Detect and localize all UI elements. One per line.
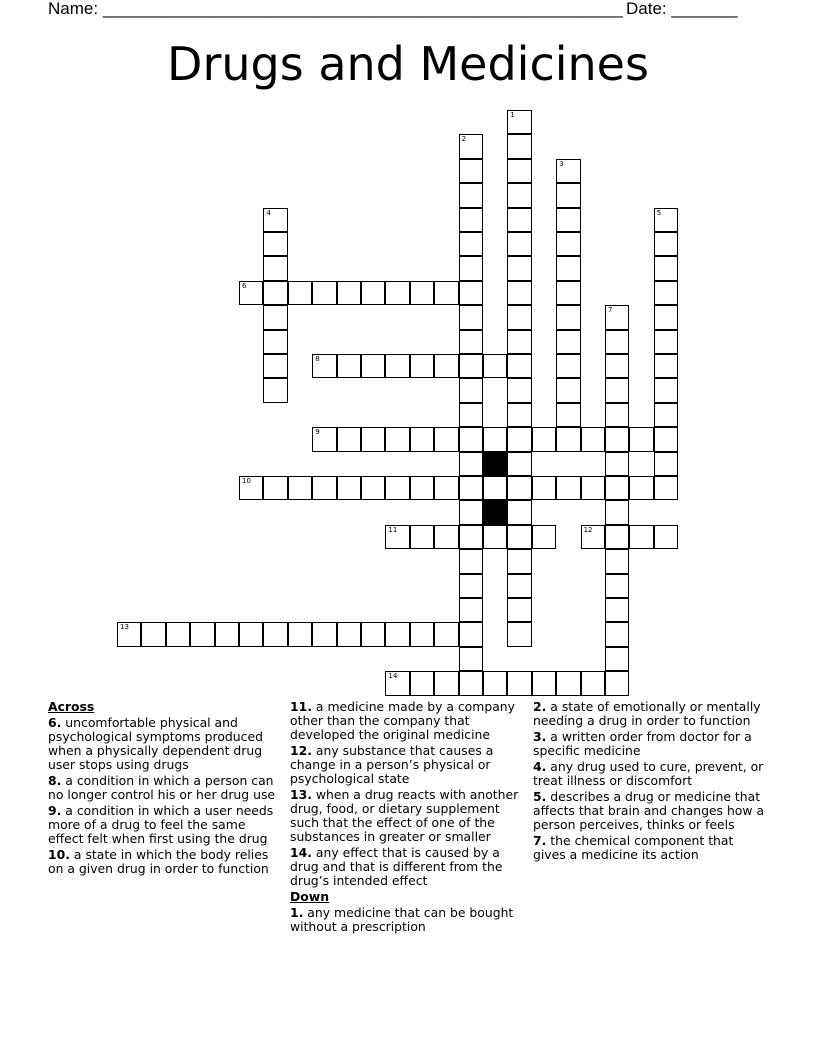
clue-number: 14: [388, 672, 398, 681]
grid-cell[interactable]: [239, 281, 263, 305]
grid-cell[interactable]: [532, 476, 556, 500]
grid-cell[interactable]: [434, 525, 458, 549]
grid-cell[interactable]: [556, 281, 580, 305]
grid-cell[interactable]: [385, 622, 409, 646]
grid-cell[interactable]: [605, 476, 629, 500]
grid-cell[interactable]: [459, 476, 483, 500]
grid-cell[interactable]: [337, 622, 361, 646]
grid-cell[interactable]: [312, 427, 336, 451]
grid-cell[interactable]: [629, 525, 653, 549]
grid-cell[interactable]: [507, 476, 531, 500]
grid-cell[interactable]: [483, 354, 507, 378]
grid-cell[interactable]: [654, 354, 678, 378]
grid-cell[interactable]: [654, 525, 678, 549]
grid-cell[interactable]: [337, 427, 361, 451]
grid-cell[interactable]: [483, 525, 507, 549]
grid-cell[interactable]: [361, 427, 385, 451]
grid-cell[interactable]: [459, 159, 483, 183]
grid-cell[interactable]: [410, 622, 434, 646]
grid-cell[interactable]: [459, 525, 483, 549]
date-field-label[interactable]: Date: _______: [626, 0, 738, 18]
grid-cell[interactable]: [459, 622, 483, 646]
grid-cell[interactable]: [654, 281, 678, 305]
grid-cell[interactable]: [556, 403, 580, 427]
down-clue: 5. describes a drug or medicine that affects that brain and changes how a person perceives, thinks or feels: [533, 789, 765, 832]
grid-cell[interactable]: [581, 671, 605, 695]
grid-cell[interactable]: [410, 476, 434, 500]
down-heading: Down: [290, 889, 330, 904]
grid-cell[interactable]: [385, 427, 409, 451]
clue-number: 4: [266, 208, 271, 217]
grid-cell[interactable]: [605, 549, 629, 573]
grid-cell[interactable]: [385, 525, 409, 549]
down-clue: 7. the chemical component that gives a medicine its action: [533, 833, 734, 862]
grid-cell[interactable]: [385, 476, 409, 500]
grid-cell[interactable]: [337, 281, 361, 305]
grid-cell[interactable]: [605, 647, 629, 671]
grid-cell[interactable]: [459, 134, 483, 158]
grid-cell[interactable]: [556, 427, 580, 451]
down-clue: 1. any medicine that can be bought without a prescription: [290, 905, 514, 934]
name-field-label[interactable]: Name: _______________________________________________________: [48, 0, 623, 18]
grid-cell[interactable]: [507, 256, 531, 280]
across-clue: 8. a condition in which a person can no longer control his or her drug use: [48, 773, 276, 802]
clue-column-3: [533, 700, 765, 864]
across-clue: 11. a medicine made by a company other than the company that developed the original medicine: [290, 699, 515, 742]
grid-cell[interactable]: [581, 476, 605, 500]
grid-cell[interactable]: [459, 549, 483, 573]
grid-cell[interactable]: [459, 183, 483, 207]
grid-cell[interactable]: [507, 281, 531, 305]
grid-cell[interactable]: [605, 574, 629, 598]
grid-block-cell: [483, 452, 507, 476]
grid-cell[interactable]: [605, 525, 629, 549]
grid-cell[interactable]: [507, 134, 531, 158]
grid-cell[interactable]: [654, 452, 678, 476]
page-title: Drugs and Medicines: [167, 37, 649, 91]
across-clue: 14. any effect that is caused by a drug and that is different from the drug’s intended effect: [290, 845, 503, 888]
grid-cell[interactable]: [459, 452, 483, 476]
grid-cell[interactable]: [434, 622, 458, 646]
grid-cell[interactable]: [117, 622, 141, 646]
across-clue: 13. when a drug reacts with another drug, food, or dietary supplement such that the effect of one of the substances in greater or smaller: [290, 787, 519, 844]
grid-cell[interactable]: [556, 208, 580, 232]
grid-cell[interactable]: [361, 476, 385, 500]
across-heading: Across: [48, 699, 95, 714]
grid-cell[interactable]: [605, 330, 629, 354]
grid-cell[interactable]: [654, 256, 678, 280]
grid-cell[interactable]: [605, 305, 629, 329]
grid-cell[interactable]: [483, 476, 507, 500]
grid-cell[interactable]: [410, 281, 434, 305]
grid-cell[interactable]: [507, 378, 531, 402]
grid-cell[interactable]: [263, 208, 287, 232]
grid-cell[interactable]: [459, 574, 483, 598]
grid-cell[interactable]: [605, 427, 629, 451]
grid-cell[interactable]: [532, 525, 556, 549]
grid-cell[interactable]: [654, 476, 678, 500]
grid-cell[interactable]: [263, 256, 287, 280]
grid-cell[interactable]: [654, 208, 678, 232]
grid-cell[interactable]: [654, 305, 678, 329]
grid-cell[interactable]: [434, 476, 458, 500]
grid-cell[interactable]: [288, 476, 312, 500]
grid-cell[interactable]: [556, 476, 580, 500]
grid-cell[interactable]: [581, 525, 605, 549]
grid-cell[interactable]: [507, 574, 531, 598]
grid-cell[interactable]: [459, 232, 483, 256]
grid-cell[interactable]: [263, 378, 287, 402]
grid-cell[interactable]: [459, 500, 483, 524]
grid-cell[interactable]: [459, 378, 483, 402]
clue-column-2: [290, 700, 522, 936]
grid-cell[interactable]: [263, 281, 287, 305]
grid-cell[interactable]: [556, 330, 580, 354]
grid-cell[interactable]: [361, 622, 385, 646]
grid-cell[interactable]: [239, 476, 263, 500]
grid-cell[interactable]: [410, 671, 434, 695]
clue-number: 2: [461, 135, 467, 144]
clue-number: 11: [388, 525, 398, 534]
grid-cell[interactable]: [556, 232, 580, 256]
grid-cell[interactable]: [215, 622, 239, 646]
grid-cell[interactable]: [507, 622, 531, 646]
grid-cell[interactable]: [434, 281, 458, 305]
grid-cell[interactable]: [556, 256, 580, 280]
grid-cell[interactable]: [434, 354, 458, 378]
grid-cell[interactable]: [337, 476, 361, 500]
grid-cell[interactable]: [605, 378, 629, 402]
grid-cell[interactable]: [654, 232, 678, 256]
grid-cell[interactable]: [263, 330, 287, 354]
grid-cell[interactable]: [507, 671, 531, 695]
grid-cell[interactable]: [312, 622, 336, 646]
grid-cell[interactable]: [556, 183, 580, 207]
grid-cell[interactable]: [312, 354, 336, 378]
grid-cell[interactable]: [605, 622, 629, 646]
clue-number: 3: [559, 159, 564, 168]
down-clue: 4. any drug used to cure, prevent, or treat illness or discomfort: [533, 759, 764, 788]
grid-cell[interactable]: [507, 305, 531, 329]
grid-cell[interactable]: [654, 427, 678, 451]
grid-cell[interactable]: [556, 159, 580, 183]
grid-cell[interactable]: [263, 232, 287, 256]
grid-cell[interactable]: [605, 500, 629, 524]
down-clue: 3. a written order from doctor for a specific medicine: [533, 729, 752, 758]
grid-cell[interactable]: [141, 622, 165, 646]
grid-cell[interactable]: [605, 403, 629, 427]
grid-cell[interactable]: [459, 427, 483, 451]
grid-cell[interactable]: [507, 549, 531, 573]
grid-cell[interactable]: [361, 281, 385, 305]
grid-cell[interactable]: [361, 354, 385, 378]
grid-cell[interactable]: [507, 354, 531, 378]
grid-cell[interactable]: [532, 427, 556, 451]
grid-cell[interactable]: [483, 671, 507, 695]
grid-cell[interactable]: [459, 647, 483, 671]
grid-cell[interactable]: [434, 671, 458, 695]
grid-cell[interactable]: [507, 525, 531, 549]
across-clue: 9. a condition in which a user needs more of a drug to feel the same effect felt when first using the drug: [48, 803, 274, 846]
grid-cell[interactable]: [507, 330, 531, 354]
grid-cell[interactable]: [459, 354, 483, 378]
grid-cell[interactable]: [166, 622, 190, 646]
grid-cell[interactable]: [385, 671, 409, 695]
grid-cell[interactable]: [654, 330, 678, 354]
grid-cell[interactable]: [459, 403, 483, 427]
clue-number: 8: [315, 355, 320, 363]
grid-cell[interactable]: [288, 622, 312, 646]
across-clue: 10. a state in which the body relies on a given drug in order to function: [48, 847, 269, 876]
clue-number: 10: [242, 477, 251, 485]
grid-cell[interactable]: [507, 159, 531, 183]
grid-cell[interactable]: [410, 525, 434, 549]
clue-number: 12: [583, 525, 593, 534]
grid-cell[interactable]: [263, 305, 287, 329]
grid-cell[interactable]: [605, 671, 629, 695]
clue-number: 5: [656, 208, 662, 217]
clue-number: 7: [608, 306, 613, 315]
grid-cell[interactable]: [410, 427, 434, 451]
grid-cell[interactable]: [556, 671, 580, 695]
grid-cell[interactable]: [459, 208, 483, 232]
grid-cell[interactable]: [556, 354, 580, 378]
grid-cell[interactable]: [507, 110, 531, 134]
grid-cell[interactable]: [459, 256, 483, 280]
grid-cell[interactable]: [629, 427, 653, 451]
down-clue: 2. a state of emotionally or mentally needing a drug in order to function: [533, 699, 761, 728]
grid-cell[interactable]: [263, 476, 287, 500]
grid-cell[interactable]: [556, 305, 580, 329]
grid-cell[interactable]: [459, 598, 483, 622]
grid-cell[interactable]: [507, 598, 531, 622]
grid-cell[interactable]: [459, 281, 483, 305]
grid-cell[interactable]: [507, 427, 531, 451]
grid-cell[interactable]: [581, 427, 605, 451]
clue-number: 9: [315, 428, 320, 437]
grid-cell[interactable]: [190, 622, 214, 646]
clue-column-1: [48, 700, 284, 878]
grid-cell[interactable]: [507, 500, 531, 524]
clue-number: 6: [242, 281, 247, 290]
grid-cell[interactable]: [288, 281, 312, 305]
grid-block-cell: [483, 500, 507, 524]
clue-number: 1: [510, 111, 515, 119]
grid-cell[interactable]: [312, 281, 336, 305]
grid-cell[interactable]: [605, 354, 629, 378]
grid-cell[interactable]: [507, 403, 531, 427]
grid-cell[interactable]: [556, 378, 580, 402]
grid-cell[interactable]: [507, 452, 531, 476]
grid-cell[interactable]: [385, 354, 409, 378]
grid-cell[interactable]: [312, 476, 336, 500]
clue-number: 13: [120, 623, 129, 632]
grid-cell[interactable]: [459, 305, 483, 329]
grid-cell[interactable]: [434, 427, 458, 451]
grid-cell[interactable]: [459, 671, 483, 695]
grid-cell[interactable]: [532, 671, 556, 695]
grid-cell[interactable]: [507, 183, 531, 207]
grid-cell[interactable]: [385, 281, 409, 305]
grid-cell[interactable]: [459, 330, 483, 354]
grid-cell[interactable]: [263, 622, 287, 646]
grid-cell[interactable]: [654, 403, 678, 427]
grid-cell[interactable]: [605, 598, 629, 622]
grid-cell[interactable]: [605, 452, 629, 476]
across-clue: 12. any substance that causes a change in a person’s physical or psychological state: [290, 743, 494, 786]
grid-cell[interactable]: [483, 427, 507, 451]
grid-cell[interactable]: [629, 476, 653, 500]
grid-cell[interactable]: [507, 208, 531, 232]
grid-cell[interactable]: [507, 232, 531, 256]
grid-cell[interactable]: [263, 354, 287, 378]
grid-cell[interactable]: [410, 354, 434, 378]
grid-cell[interactable]: [654, 378, 678, 402]
grid-cell[interactable]: [239, 622, 263, 646]
across-clue: 6. uncomfortable physical and psychological symptoms produced when a physically dependent drug user stops using drugs: [48, 715, 263, 772]
grid-cell[interactable]: [337, 354, 361, 378]
